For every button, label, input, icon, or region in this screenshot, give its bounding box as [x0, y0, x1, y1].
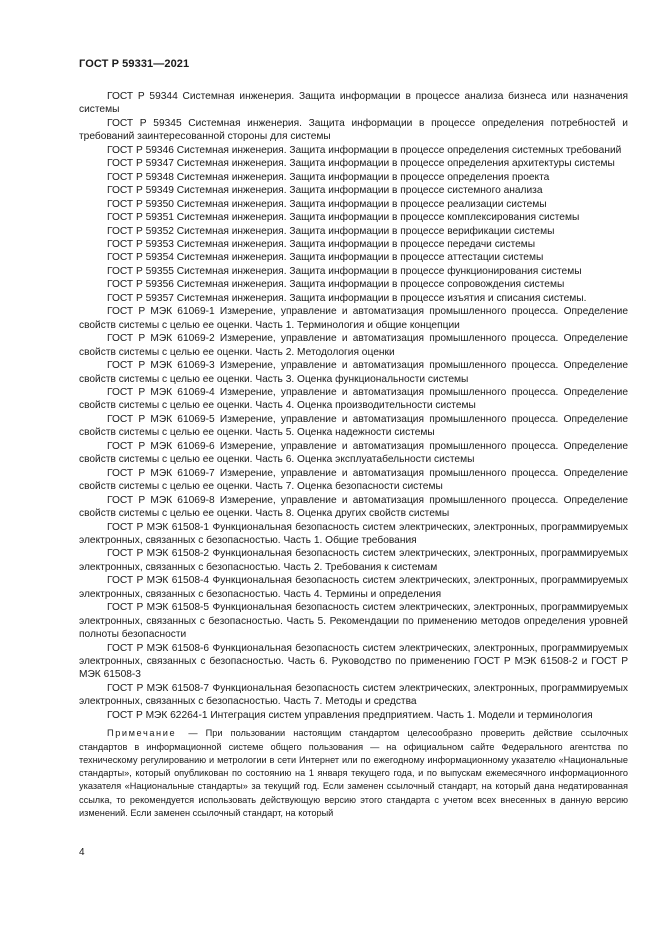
reference-item: ГОСТ Р 59357 Системная инженерия. Защита информации в процессе изъятия и списания системы.: [107, 292, 587, 304]
reference-item: ГОСТ Р МЭК 62264-1 Интеграция систем управления предприятием. Часть 1. Модели и терминология: [107, 709, 593, 721]
reference-item: ГОСТ Р МЭК 61508-5 Функциональная безопасность систем электрических, электронных, программируемых электронных, связанных с безопасностью. Часть 5. Рекомендации по применению методов определения уровней полноты безопасности: [79, 602, 628, 641]
reference-item: ГОСТ Р МЭК 61069-2 Измерение, управление и автоматизация промышленного процесса. Определение свойств системы с целью ее оценки. Часть 2. Методология оценки: [79, 333, 628, 358]
reference-item: ГОСТ Р 59352 Системная инженерия. Защита информации в процессе верификации системы: [107, 225, 555, 237]
note-paragraph: [79, 727, 628, 820]
reference-item: ГОСТ Р 59345 Системная инженерия. Защита информации в процессе определения потребностей и требований заинтересованной стороны для системы: [79, 117, 628, 143]
normative-references-list: [79, 90, 628, 722]
page-number: 4: [79, 847, 85, 858]
note-label: Примечание: [107, 728, 177, 739]
reference-item: ГОСТ Р 59350 Системная инженерия. Защита информации в процессе реализации системы: [107, 198, 547, 210]
reference-item: ГОСТ Р 59348 Системная инженерия. Защита информации в процессе определения проекта: [107, 171, 550, 183]
reference-item: ГОСТ Р МЭК 61069-1 Измерение, управление и автоматизация промышленного процесса. Определение свойств системы с целью ее оценки. Часть 1. Терминология и общие концепции: [79, 306, 628, 331]
reference-item: ГОСТ Р МЭК 61069-3 Измерение, управление и автоматизация промышленного процесса. Определение свойств системы с целью ее оценки. Часть 3. Оценка функциональности системы: [79, 360, 628, 385]
reference-item: ГОСТ Р МЭК 61508-6 Функциональная безопасность систем электрических, электронных, программируемых электронных, связанных с безопасностью. Часть 6. Руководство по применению ГОСТ Р МЭК 61508-2 и ГОСТ Р МЭК 61508-3: [79, 642, 628, 681]
reference-item: ГОСТ Р 59353 Системная инженерия. Защита информации в процессе передачи системы: [107, 238, 536, 250]
reference-item: ГОСТ Р МЭК 61069-5 Измерение, управление и автоматизация промышленного процесса. Определение свойств системы с целью ее оценки. Часть 5. Оценка надежности системы: [79, 413, 628, 439]
document-header: ГОСТ Р 59331—2021: [79, 58, 190, 70]
note-text: — При пользовании настоящим стандартом целесообразно проверить действие ссылочных стандартов в информационной системе общего пользования — на официальном сайте Федерального агентства по техническому регулированию и метрологии в сети Интернет или по ежегодному информационному указателю «Национальные стандарты», который опубликован по состоянию на 1 января текущего года, и по выпускам ежемесячного информационного указателя «Национальные стандарты» за текущий год. Если заменен ссылочный стандарт, на который дана недатированная ссылка, то рекомендуется использовать действующую версию этого стандарта с учетом всех внесенных в данную версию изменений. Если заменен ссылочный стандарт, на который: [79, 728, 628, 819]
reference-item: ГОСТ Р МЭК 61508-1 Функциональная безопасность систем электрических, электронных, программируемых электронных, связанных с безопасностью. Часть 1. Общие требования: [79, 521, 628, 546]
reference-item: ГОСТ Р 59344 Системная инженерия. Защита информации в процессе анализа бизнеса или назначения системы: [79, 91, 628, 116]
reference-item: ГОСТ Р 59347 Системная инженерия. Защита информации в процессе определения архитектуры системы: [107, 158, 615, 170]
reference-item: ГОСТ Р МЭК 61069-4 Измерение, управление и автоматизация промышленного процесса. Определение свойств системы с целью ее оценки. Часть 4. Оценка производительности системы: [79, 386, 628, 412]
reference-item: ГОСТ Р 59351 Системная инженерия. Защита информации в процессе комплексирования системы: [107, 212, 580, 224]
reference-item: ГОСТ Р МЭК 61069-7 Измерение, управление и автоматизация промышленного процесса. Определение свойств системы с целью ее оценки. Часть 7. Оценка безопасности системы: [79, 467, 628, 493]
reference-item: ГОСТ Р МЭК 61508-4 Функциональная безопасность систем электрических, электронных, программируемых электронных, связанных с безопасностью. Часть 4. Термины и определения: [79, 575, 628, 600]
reference-item: ГОСТ Р 59346 Системная инженерия. Защита информации в процессе определения системных требований: [107, 144, 622, 156]
reference-item: ГОСТ Р 59349 Системная инженерия. Защита информации в процессе системного анализа: [107, 185, 543, 197]
reference-item: ГОСТ Р 59354 Системная инженерия. Защита информации в процессе аттестации системы: [107, 252, 544, 264]
document-body: [79, 90, 628, 820]
reference-item: ГОСТ Р 59356 Системная инженерия. Защита информации в процессе сопровождения системы: [107, 279, 565, 291]
reference-item: ГОСТ Р МЭК 61069-8 Измерение, управление и автоматизация промышленного процесса. Определение свойств системы с целью ее оценки. Часть 8. Оценка других свойств системы: [79, 494, 628, 520]
reference-item: ГОСТ Р 59355 Системная инженерия. Защита информации в процессе функционирования системы: [107, 265, 582, 277]
reference-item: ГОСТ Р МЭК 61069-6 Измерение, управление и автоматизация промышленного процесса. Определение свойств системы с целью ее оценки. Часть 6. Оценка эксплуатабельности системы: [79, 440, 628, 466]
reference-item: ГОСТ Р МЭК 61508-7 Функциональная безопасность систем электрических, электронных, программируемых электронных, связанных с безопасностью. Часть 7. Методы и средства: [79, 682, 628, 708]
reference-item: ГОСТ Р МЭК 61508-2 Функциональная безопасность систем электрических, электронных, программируемых электронных, связанных с безопасностью. Часть 2. Требования к системам: [79, 548, 628, 573]
